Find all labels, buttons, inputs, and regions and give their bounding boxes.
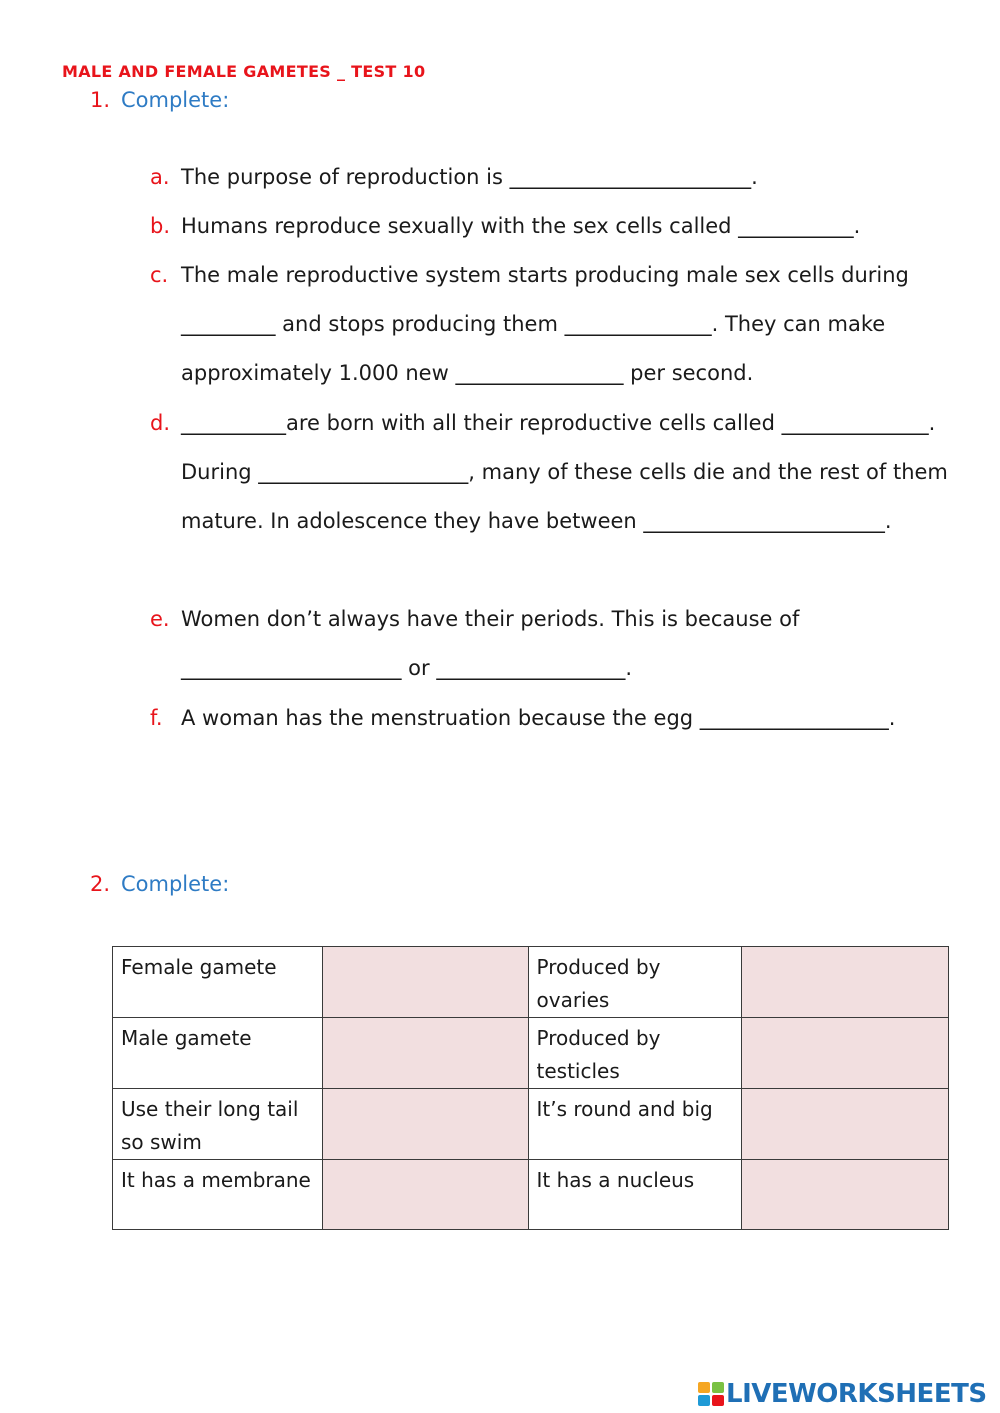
question-letter: b.: [150, 214, 171, 238]
question-item-d: [150, 399, 955, 546]
question-item-c: [150, 251, 950, 398]
table-cell: It’s round and big: [528, 1089, 742, 1160]
table-cell: Produced by ovaries: [528, 947, 742, 1018]
table-cell: Use their long tail so swim: [113, 1089, 323, 1160]
question-text: __________are born with all their reproductive cells called ______________. During ____________________, many of these cells die and the rest of them mature. In adolescence they have between _______________________.: [181, 411, 955, 533]
question-item-b: [150, 202, 950, 251]
question-text: Women don’t always have their periods. This is because of _____________________ or __________________.: [181, 607, 807, 680]
question-item-a: [150, 153, 950, 202]
question-letter: e.: [150, 607, 170, 631]
table-row: [113, 1089, 949, 1160]
section-2-number: 2.: [90, 872, 111, 896]
table-cell: It has a membrane: [113, 1160, 323, 1230]
question-text: A woman has the menstruation because the egg __________________.: [181, 706, 896, 730]
table-row: [113, 1018, 949, 1089]
logo-text: LIVEWORKSHEETS: [726, 1379, 987, 1409]
answer-input-cell[interactable]: [742, 1160, 949, 1230]
question-text: Humans reproduce sexually with the sex cells called ___________.: [181, 214, 861, 238]
answer-input-cell[interactable]: [742, 1018, 949, 1089]
section-2-heading: [90, 872, 229, 896]
question-item-e: [150, 595, 950, 693]
table-row: [113, 1160, 949, 1230]
answer-input-cell[interactable]: [322, 1160, 528, 1230]
table-row: [113, 947, 949, 1018]
section-1-number: 1.: [90, 88, 111, 112]
question-letter: c.: [150, 263, 169, 287]
table-cell: Male gamete: [113, 1018, 323, 1089]
liveworksheets-logo-icon: [698, 1382, 724, 1406]
question-text: The purpose of reproduction is _______________________.: [181, 165, 758, 189]
section-2-label: Complete:: [121, 872, 230, 896]
table-cell: Produced by testicles: [528, 1018, 742, 1089]
section-1-label: Complete:: [121, 88, 230, 112]
answer-input-cell[interactable]: [322, 1018, 528, 1089]
table-cell: Female gamete: [113, 947, 323, 1018]
question-letter: f.: [150, 706, 163, 730]
answer-input-cell[interactable]: [322, 1089, 528, 1160]
answer-input-cell[interactable]: [742, 1089, 949, 1160]
question-text: The male reproductive system starts producing male sex cells during _________ and stops producing them ______________. They can make approximately 1.000 new ________________ per second.: [181, 263, 916, 385]
answer-input-cell[interactable]: [742, 947, 949, 1018]
liveworksheets-logo[interactable]: [698, 1378, 987, 1410]
answer-input-cell[interactable]: [322, 947, 528, 1018]
table-cell: It has a nucleus: [528, 1160, 742, 1230]
question-letter: d.: [150, 411, 171, 435]
section-1-heading: [90, 88, 229, 112]
question-item-f: [150, 694, 950, 743]
gamete-table: [112, 946, 949, 1230]
question-letter: a.: [150, 165, 170, 189]
worksheet-title: MALE AND FEMALE GAMETES _ TEST 10: [62, 62, 426, 81]
